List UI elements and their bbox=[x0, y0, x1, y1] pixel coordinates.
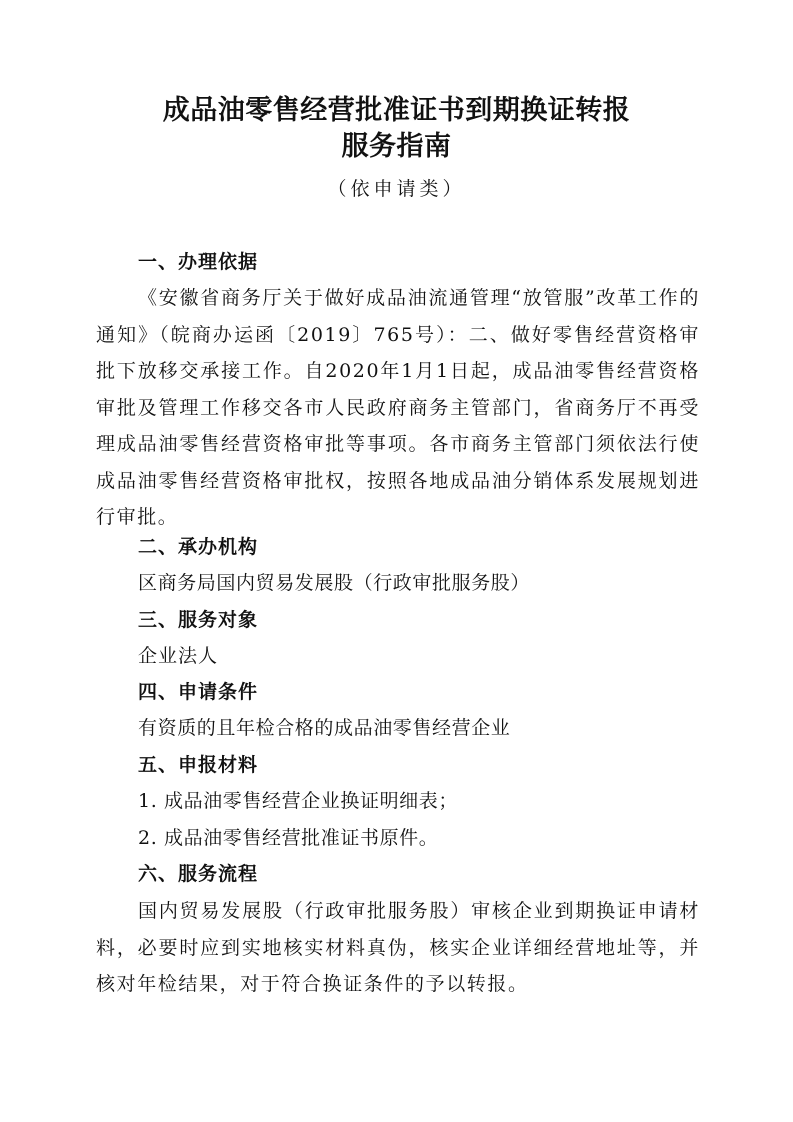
materials-item-2: 2. 成品油零售经营批准证书原件。 bbox=[138, 827, 439, 849]
section-heading-materials: 五、申报材料 bbox=[138, 754, 259, 776]
section-heading-process: 六、服务流程 bbox=[138, 863, 259, 885]
section-text-target: 企业法人 bbox=[138, 645, 219, 667]
section-text-agency: 区商务局国内贸易发展股（行政审批服务股） bbox=[138, 572, 531, 594]
section-heading-agency: 二、承办机构 bbox=[138, 536, 259, 558]
section-text-conditions: 有资质的且年检合格的成品油零售经营企业 bbox=[138, 717, 511, 739]
materials-item-1: 1. 成品油零售经营企业换证明细表； bbox=[138, 790, 458, 812]
section-heading-conditions: 四、申请条件 bbox=[138, 681, 259, 703]
section-heading-basis: 一、办理依据 bbox=[138, 251, 259, 273]
page-subtitle: （依申请类） bbox=[327, 178, 466, 200]
section-text-basis: 《安徽省商务厅关于做好成品油流通管理“放管服”改革工作的通知》（皖商办运函〔2019〕765号）：二、做好零售经营资格审批下放移交承接工作。自2020年1月1日起，成品油零售经营资格审批及管理工作移交各市人民政府商务主管部门，省商务厅不再受理成品油零售经营资格审批等事项。各市商务主管部门须依法行使成品油零售经营资格审批权，按照各地成品油分销体系发展规划进行审批。 bbox=[96, 287, 700, 528]
section-text-process: 国内贸易发展股（行政审批服务股）审核企业到期换证申请材料，必要时应到实地核实材料真伪，核实企业详细经营地址等，并核对年检结果，对于符合换证条件的予以转报。 bbox=[96, 900, 700, 995]
page-title-line-2: 服务指南 bbox=[341, 131, 452, 162]
page-title-line-1: 成品油零售经营批准证书到期换证转报 bbox=[162, 95, 631, 126]
section-heading-target: 三、服务对象 bbox=[138, 609, 259, 631]
